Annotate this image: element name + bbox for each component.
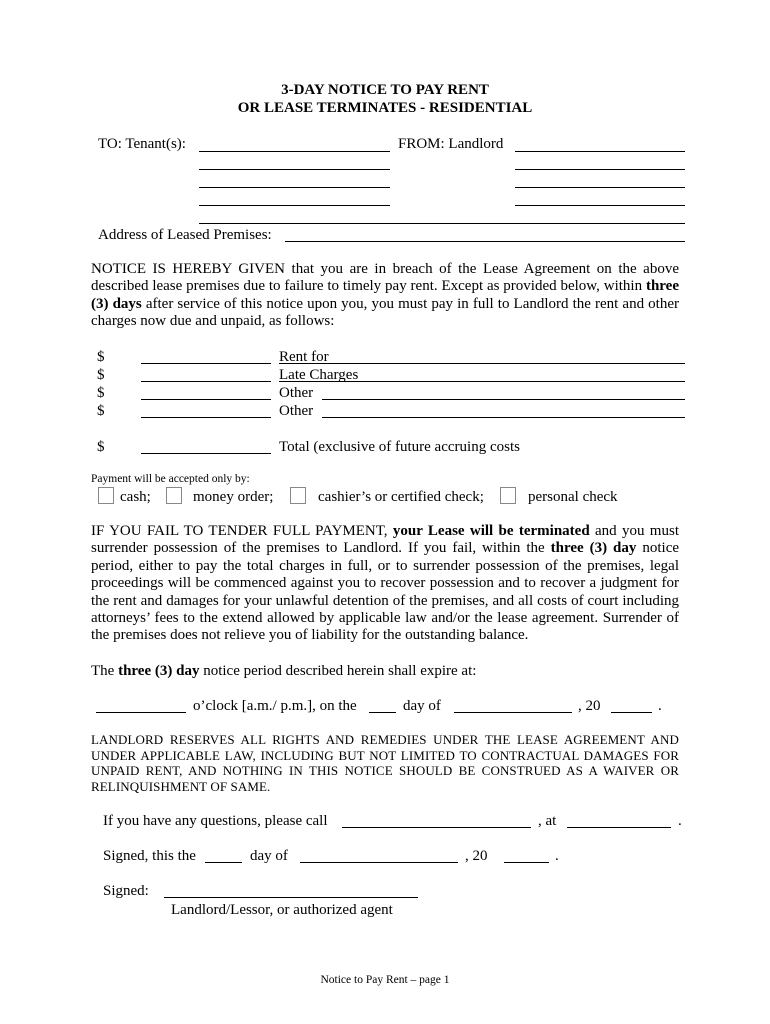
tenant-field-2[interactable] — [199, 169, 390, 170]
landlord-field-1[interactable] — [515, 151, 685, 152]
total-amount-field[interactable] — [141, 453, 271, 454]
expire-day-of-label: day of — [403, 698, 441, 714]
questions-name-field[interactable] — [342, 827, 531, 828]
payment-label: Payment will be accepted only by: — [91, 473, 250, 485]
other-1-field[interactable] — [322, 399, 685, 400]
tenant-field-4[interactable] — [199, 205, 390, 206]
address-field-line-2[interactable] — [285, 241, 685, 242]
other-1-amount-field[interactable] — [141, 399, 271, 400]
landlord-field-4[interactable] — [515, 205, 685, 206]
page-footer: Notice to Pay Rent – page 1 — [320, 974, 450, 986]
signed-day-field[interactable] — [205, 862, 242, 863]
cashiers-check-option-label: cashier’s or certified check; — [318, 489, 484, 505]
title-line-1: 3-DAY NOTICE TO PAY RENT — [281, 82, 489, 98]
signed-period: . — [555, 848, 559, 864]
cash-option-label: cash; — [120, 489, 151, 505]
questions-label: If you have any questions, please call — [103, 813, 328, 829]
expire-period: . — [658, 698, 662, 714]
other-2-field[interactable] — [322, 417, 685, 418]
currency-sign: $ — [97, 385, 105, 401]
tenant-field-1[interactable] — [199, 151, 390, 152]
currency-sign: $ — [97, 403, 105, 419]
rent-for-field[interactable] — [279, 363, 685, 364]
address-label: Address of Leased Premises: — [98, 227, 272, 243]
late-charges-amount-field[interactable] — [141, 381, 271, 382]
signed-year-field[interactable] — [504, 862, 549, 863]
money-order-checkbox[interactable] — [166, 487, 182, 504]
currency-sign: $ — [97, 349, 105, 365]
signed-month-field[interactable] — [300, 862, 458, 863]
signature-field[interactable] — [164, 897, 418, 898]
signed-day-of-label: day of — [250, 848, 288, 864]
late-charges-field[interactable] — [279, 381, 685, 382]
from-landlord-label: FROM: Landlord — [398, 136, 504, 152]
currency-sign: $ — [97, 367, 105, 383]
other-2-label: Other — [279, 403, 314, 419]
expire-year-label: , 20 — [578, 698, 601, 714]
cash-checkbox[interactable] — [98, 487, 114, 504]
signed-this-label: Signed, this the — [103, 848, 196, 864]
tenant-field-3[interactable] — [199, 187, 390, 188]
cashiers-check-checkbox[interactable] — [290, 487, 306, 504]
other-2-amount-field[interactable] — [141, 417, 271, 418]
landlord-field-2[interactable] — [515, 169, 685, 170]
personal-check-option-label: personal check — [528, 489, 618, 505]
personal-check-checkbox[interactable] — [500, 487, 516, 504]
questions-period: . — [678, 813, 682, 829]
expire-hour-field[interactable] — [96, 712, 186, 713]
signed-label: Signed: — [103, 883, 149, 899]
questions-phone-field[interactable] — [567, 827, 671, 828]
expire-day-field[interactable] — [369, 712, 396, 713]
notice-paragraph: NOTICE IS HEREBY GIVEN that you are in breach of the Lease Agreement on the above described lease premises due to failure to timely pay rent. Except as provided below, within three (3) days after service of this notice upon you, you must pay in full to Landlord the rent and other charges now due and unpaid, as follows: — [91, 261, 679, 330]
signed-year-label: , 20 — [465, 848, 488, 864]
landlord-field-3[interactable] — [515, 187, 685, 188]
questions-at-label: , at — [538, 813, 557, 829]
money-order-option-label: money order; — [193, 489, 274, 505]
title-line-2: OR LEASE TERMINATES - RESIDENTIAL — [237, 100, 533, 116]
oclock-label: o’clock [a.m./ p.m.], on the — [193, 698, 357, 714]
failure-paragraph: IF YOU FAIL TO TENDER FULL PAYMENT, your Lease will be terminated and you must surrender possession of the premises to Landlord. If you fail, within the three (3) day notice period, either to pay the total charges in full, or to surrender possession of the premises, legal proceedings will be commenced against you to recover possession and to recover a judgment for the rent and damages for your unlawful detention of the premises, and all costs of court including attorneys’ fees to the extend allowed by applicable law and/or the lease agreement. Surrender of the premises does not relieve you of liability for the outstanding balance. — [91, 523, 680, 644]
reserves-paragraph: LANDLORD RESERVES ALL RIGHTS AND REMEDIES UNDER THE LEASE AGREEMENT AND UNDER APPLICABLE LAW, INCLUDING BUT NOT LIMITED TO CONTRACTUAL DAMAGES FOR UNPAID RENT, AND NOTHING IN THIS NOTICE SHOULD BE CONSTRUED AS A WAIVER OR RELINQUISHMENT OF SAME. — [91, 732, 679, 794]
expire-statement: The three (3) day notice period described herein shall expire at: — [91, 663, 477, 679]
expire-year-field[interactable] — [611, 712, 652, 713]
to-tenants-label: TO: Tenant(s): — [98, 136, 186, 152]
rent-amount-field[interactable] — [141, 363, 271, 364]
late-charges-label: Late Charges — [279, 367, 359, 383]
total-label: Total (exclusive of future accruing costs — [279, 439, 520, 455]
signature-caption: Landlord/Lessor, or authorized agent — [171, 902, 393, 918]
expire-month-field[interactable] — [454, 712, 572, 713]
rent-for-label: Rent for — [279, 349, 329, 365]
other-1-label: Other — [279, 385, 314, 401]
address-field-line-1[interactable] — [199, 223, 685, 224]
currency-sign: $ — [97, 439, 105, 455]
